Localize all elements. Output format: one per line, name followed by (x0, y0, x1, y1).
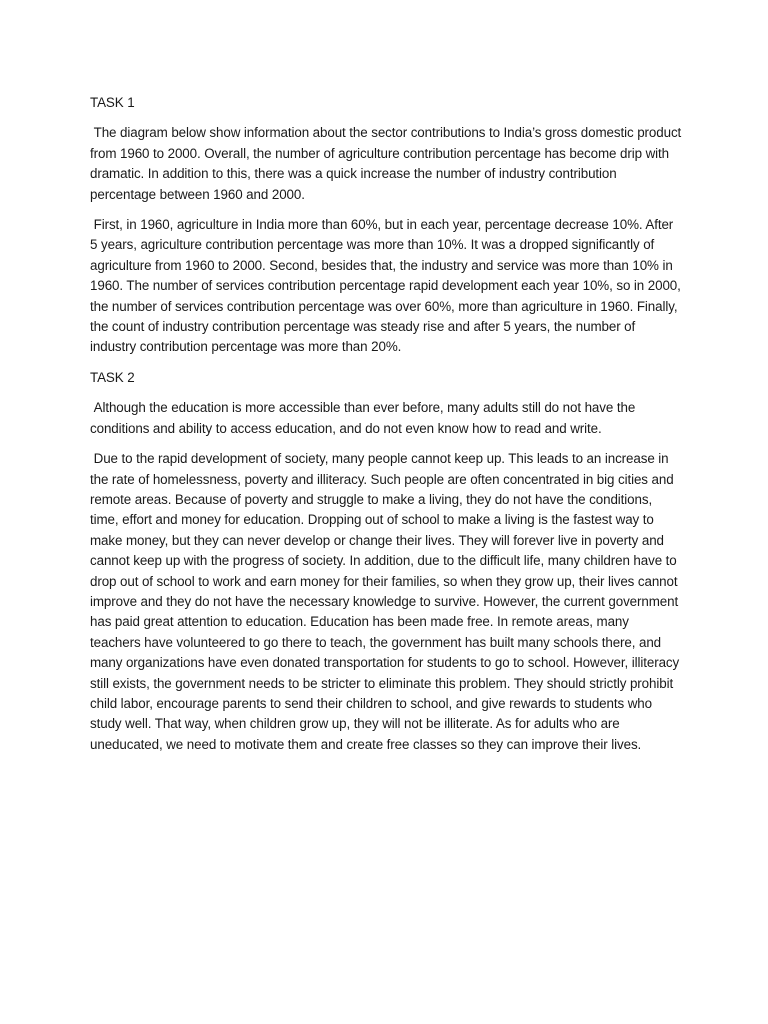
document-body (90, 93, 685, 765)
task2-heading: TASK 2 (90, 369, 135, 385)
task1-heading: TASK 1 (90, 95, 135, 110)
task2-paragraph-1: Although the education is more accessible than ever before, many adults still do not have the conditions and ability to access education, and do not even know how to read and write. (90, 400, 639, 436)
task1-paragraph-2: First, in 1960, agriculture in India more than 60%, but in each year, percentage decrease 10%. After 5 years, agriculture contribution percentage was more than 10%. It was a dropped significantly of agriculture from 1960 to 2000. Second, besides that, the industry and service was more than 10% in 1960. The number of services contribution percentage rapid development each year 10%, so in 2000, the number of services contribution percentage was over 60%, more than agriculture in 1960. Finally, the count of industry contribution percentage was steady rise and after 5 years, the number of industry contribution percentage was more than 20%. (90, 217, 685, 355)
task1-paragraph-1: The diagram below show information about the sector contributions to India’s gross domestic product from 1960 to 2000. Overall, the number of agriculture contribution percentage has become drip with dramatic. In addition to this, there was a quick increase the number of industry contribution percentage between 1960 and 2000. (90, 125, 685, 202)
task2-paragraph-2: Due to the rapid development of society, many people cannot keep up. This leads to an increase in the rate of homelessness, poverty and illiteracy. Such people are often concentrated in big cities and remote areas. Because of poverty and struggle to make a living, they do not have the conditions, time, effort and money for education. Dropping out of school to make a living is the fastest way to make money, but they can never develop or change their lives. They will forever live in poverty and cannot keep up with the progress of society. In addition, due to the difficult life, many children have to drop out of school to work and earn money for their families, so when they grow up, their lives cannot improve and they do not have the necessary knowledge to survive. However, the current government has paid great attention to education. Education has been made free. In remote areas, many teachers have volunteered to go there to teach, the government has built many schools there, and many organizations have even donated transportation for students to go to school. However, illiteracy still exists, the government needs to be stricter to eliminate this problem. They should strictly prohibit child labor, encourage parents to send their children to school, and give rewards to students who study well. That way, when children grow up, they will not be illiterate. As for adults who are uneducated, we need to motivate them and create free classes so they can improve their lives. (90, 451, 683, 752)
